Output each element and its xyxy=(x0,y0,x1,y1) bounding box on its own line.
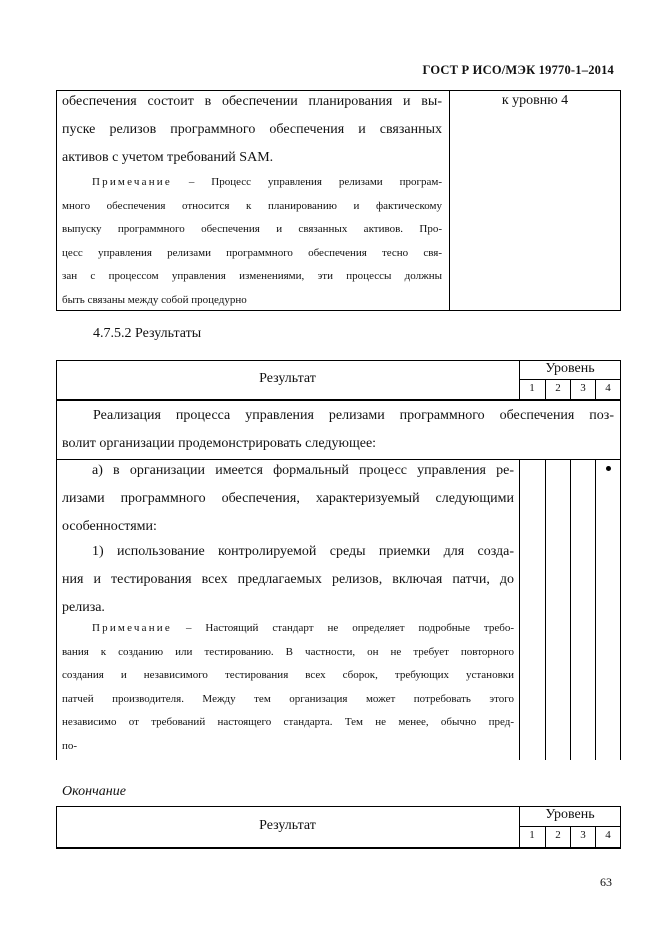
note-label: Примечание xyxy=(92,176,172,188)
level-number: 4 xyxy=(605,829,611,841)
note-line: патчей производителя. Между тем организация может потребовать этого xyxy=(62,692,514,705)
note-block xyxy=(62,171,442,312)
note-line: выпуску программного обеспечения и связанных активов. Про- xyxy=(62,223,442,235)
text-line: пуске релизов программного обеспечения и связанных xyxy=(62,122,442,137)
note-line: по- xyxy=(62,739,78,752)
text-line: а) в организации имеется формальный процесс управления ре- xyxy=(92,463,514,478)
result-column-header: Результат xyxy=(259,818,316,833)
text-line: Реализация процесса управления релизами программного обеспечения поз- xyxy=(93,408,614,423)
result-column-header: Результат xyxy=(259,371,316,386)
level-column-header: Уровень xyxy=(545,361,595,376)
note-line: быть связаны между собой процедурно xyxy=(62,293,247,306)
page-number: 63 xyxy=(600,875,612,889)
requirement-text xyxy=(62,88,442,172)
text-line: активов с учетом требований SAM. xyxy=(62,150,274,165)
note-line: зан с процессом управления изменениями, эти процессы должны xyxy=(62,270,442,282)
results-intro xyxy=(62,402,614,458)
note-line: вания к созданию или тестированию. В частности, он не требует повторного xyxy=(62,645,514,658)
text-line: 1) использование контролируемой среды приемки для созда- xyxy=(92,544,514,559)
level-number: 2 xyxy=(555,829,561,841)
text-line: волит организации продемонстрировать следующее: xyxy=(62,436,377,451)
text-line: лизами программного обеспечения, характеризуемый следующими xyxy=(62,491,514,506)
level-number: 4 xyxy=(605,382,611,394)
item-a xyxy=(62,457,514,541)
level-number: 3 xyxy=(580,829,586,841)
text-line: релиза. xyxy=(62,600,105,615)
level-number: 3 xyxy=(580,382,586,394)
level-mark-bullet xyxy=(606,466,611,471)
note-line: – Процесс управления релизами програм- xyxy=(171,176,442,188)
ending-label: Окончание xyxy=(62,784,126,799)
level-reference: к уровню 4 xyxy=(501,93,569,108)
level-number: 1 xyxy=(529,829,535,841)
section-heading: 4.7.5.2 Результаты xyxy=(93,326,202,341)
item-1 xyxy=(62,538,514,622)
level-number: 1 xyxy=(529,382,535,394)
note-line: много обеспечения относится к планированию и фактическому xyxy=(62,199,442,212)
note-line: – Настоящий стандарт не определяет подробные требо- xyxy=(171,622,514,634)
note-label: Примечание xyxy=(92,622,172,634)
text-line: особенностями: xyxy=(62,519,157,534)
note-line: независимо от требований настоящего стандарта. Тем не менее, обычно пред- xyxy=(62,716,514,728)
level-number: 2 xyxy=(555,382,561,394)
level-column-header: Уровень xyxy=(545,807,595,822)
document-header: ГОСТ Р ИСО/МЭК 19770-1–2014 xyxy=(422,63,614,77)
note-line: создания и независимого тестирования всех сборок, требующих установки xyxy=(62,669,514,681)
note-line: цесс управления релизами программного обеспечения тесно свя- xyxy=(62,246,442,259)
text-line: обеспечения состоит в обеспечении планирования и вы- xyxy=(62,94,442,109)
text-line: ния и тестирования всех предлагаемых релизов, включая патчи, до xyxy=(62,572,514,587)
note-block xyxy=(62,617,514,758)
